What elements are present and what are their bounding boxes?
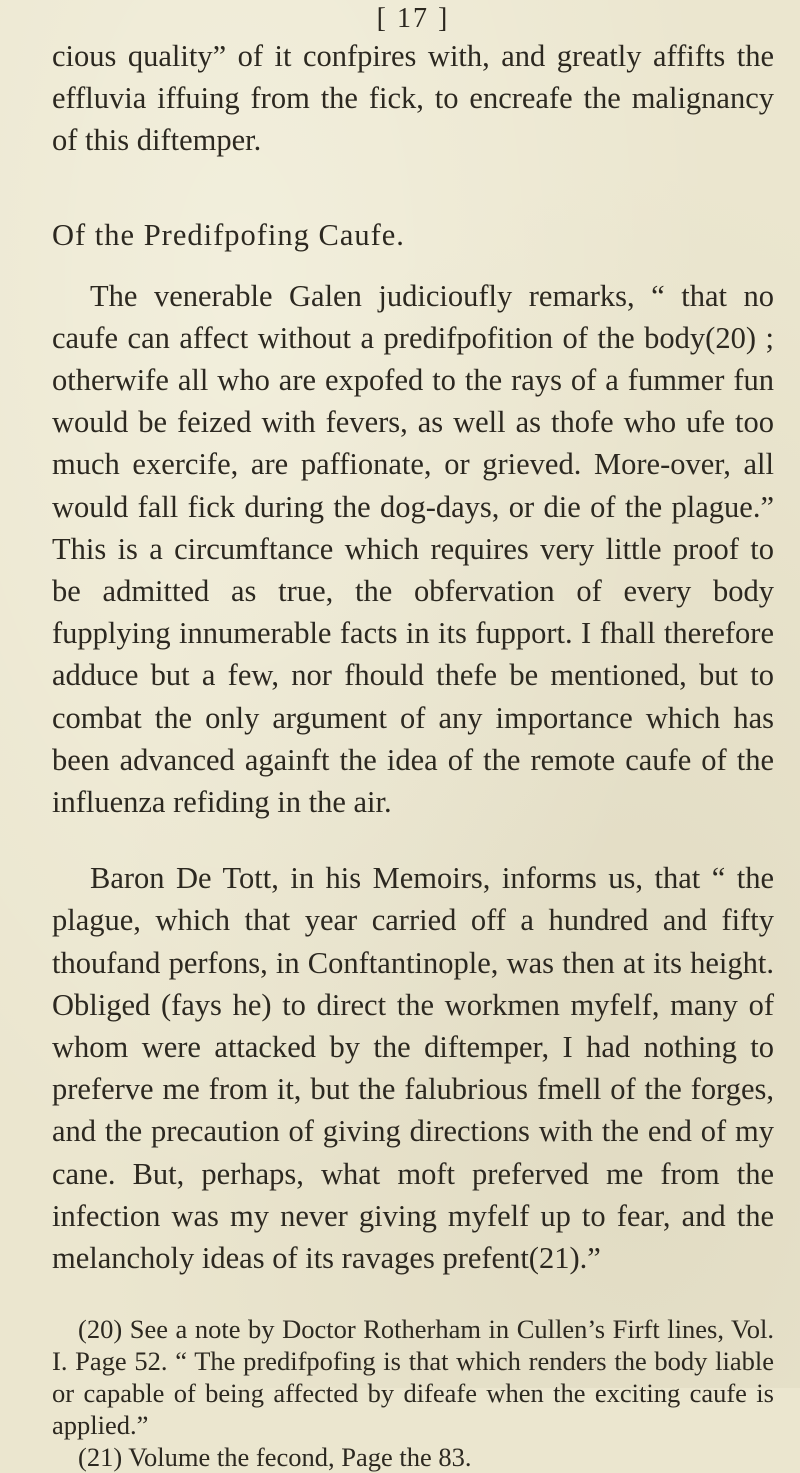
continuation-paragraph: cious quality” of it confpires with, and greatly affifts the effluvia iffuing from the fick, to encreafe the malignancy of this diftemper. (52, 39, 774, 158)
page-body (52, 35, 774, 1279)
footnote-21: (21) Volume the fecond, Page the 83. (78, 1442, 472, 1473)
paragraph-de-tott: Baron De Tott, in his Memoirs, informs us, that “ the plague, which that year carried off a hundred and fifty thoufand perfons, in Conftantinople, was then at its height. Obliged (fays he) to direct the workmen myfelf, many of whom were attacked by the diftemper, I had nothing to preferve me from it, but the falubrious fmell of the forges, and the precaution of giving directions with the end of my cane. But, perhaps, what moft preferved me from the infection was my never giving myfelf up to fear, and the melancholy ideas of its ravages prefent(21).” (52, 861, 774, 1276)
page-number: [ 17 ] (376, 3, 450, 34)
footnotes (52, 1313, 774, 1473)
paragraph-galen: The venerable Galen judicioufly remarks, “ that no caufe can affect without a predifpofition of the body(20) ; otherwife all who are expofed to the rays of a fummer fun would be feized with fevers, as well as thofe who ufe too much exercife, are paffionate, or grieved. More-over, all would fall fick during the dog-days, or die of the plague.” This is a circumftance which requires very little proof to be admitted as true, the obfervation of every body fupplying innumerable facts in its fupport. I fhall therefore adduce but a few, nor fhould thefe be mentioned, but to combat the only argument of any importance which has been advanced againft the idea of the remote caufe of the influenza refiding in the air. (52, 278, 774, 820)
footnote-20: (20) See a note by Doctor Rotherham in Cullen’s Firft lines, Vol. I. Page 52. “ The predifpofing is that which renders the body liable or capable of being affected by difeafe when the exciting caufe is applied.” (52, 1314, 774, 1441)
section-heading: Of the Predifpofing Caufe. (52, 217, 405, 252)
